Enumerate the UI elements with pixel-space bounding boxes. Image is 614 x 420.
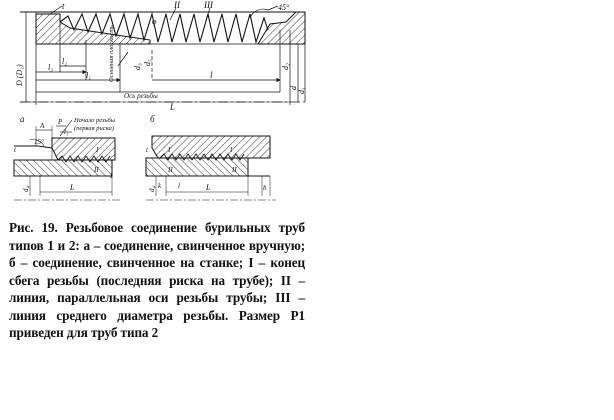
coupling-hatch <box>258 12 305 44</box>
panel-a-first-mark: (первая риска) <box>74 125 114 132</box>
panel-b-label-l: l <box>178 182 180 190</box>
figure-caption <box>9 219 305 342</box>
top-label-d2: d₂ <box>281 63 290 70</box>
panel-a-thread-start: Начало резьбы <box>74 117 116 124</box>
top-label-d: d <box>289 86 298 90</box>
top-label-d5: d₅ <box>143 59 152 66</box>
panel-a-label-t: t <box>14 146 16 154</box>
panel-a-label-l1: l₁ <box>64 128 69 136</box>
top-label-L: L <box>170 102 176 112</box>
panel-a-label-L: L <box>70 183 75 192</box>
top-label-angle: 45° <box>278 3 290 12</box>
panel-a-title: а <box>20 114 25 124</box>
panel-b-title: б <box>150 114 155 124</box>
top-label-basic-plane: Основная плоскость <box>108 25 115 82</box>
top-label-l: l <box>210 70 213 80</box>
caption-text: Рис. 19. Резьбовое соединение бурильных труб типов 1 и 2: а – соединение, свинченное вручную; б – соединение, свинченное на станке; I – конец сбега резьбы (последняя риска на трубе); II –линия, параллельная оси резьбы трубы; III – линия среднего диаметра резьбы. Размер P1 приведен для труб типа 2 <box>9 220 305 340</box>
top-label-D: D (D₁) <box>15 64 24 86</box>
top-label-l3: l₃ <box>48 63 54 72</box>
panel-b-label-b: b <box>263 184 267 192</box>
panel-a-drawing <box>14 114 120 200</box>
top-label-d1: d₁ <box>297 87 306 94</box>
top-label-thread-axis: Ось резьбы <box>124 92 158 100</box>
top-label-l1: l₁ <box>86 71 92 80</box>
panel-b-roman1: I <box>168 146 171 154</box>
panel-a-roman1: I <box>96 146 99 154</box>
panel-a-roman2: II <box>94 166 99 174</box>
panel-b-label-t: t <box>146 146 148 154</box>
top-label-l2: l₂ <box>62 57 68 66</box>
panel-b-label-L: L <box>206 183 211 192</box>
panel-b-label-k: k <box>158 182 162 190</box>
top-label-t: t <box>62 1 65 11</box>
panel-a-angle: 15° <box>34 138 44 146</box>
panel-b-label-II-right: II <box>232 166 237 174</box>
panel-a-label-A: A <box>40 122 45 130</box>
panel-b-label-d4: d₄ <box>148 186 156 192</box>
top-label-d3: d₃ <box>133 63 142 70</box>
panel-b-roman2: II <box>168 166 173 174</box>
top-label-roman3: III <box>204 0 213 10</box>
top-thread-drawing <box>15 0 306 112</box>
top-label-roman2: II <box>174 0 180 10</box>
top-label-phi: φ <box>152 17 157 26</box>
panel-b-drawing <box>109 114 276 200</box>
panel-a-label-P: P <box>58 118 63 126</box>
panel-a-label-d4: d₄ <box>22 186 30 192</box>
panel-b-label-I: I <box>230 146 233 154</box>
panel-a-label-I: I <box>110 172 113 180</box>
